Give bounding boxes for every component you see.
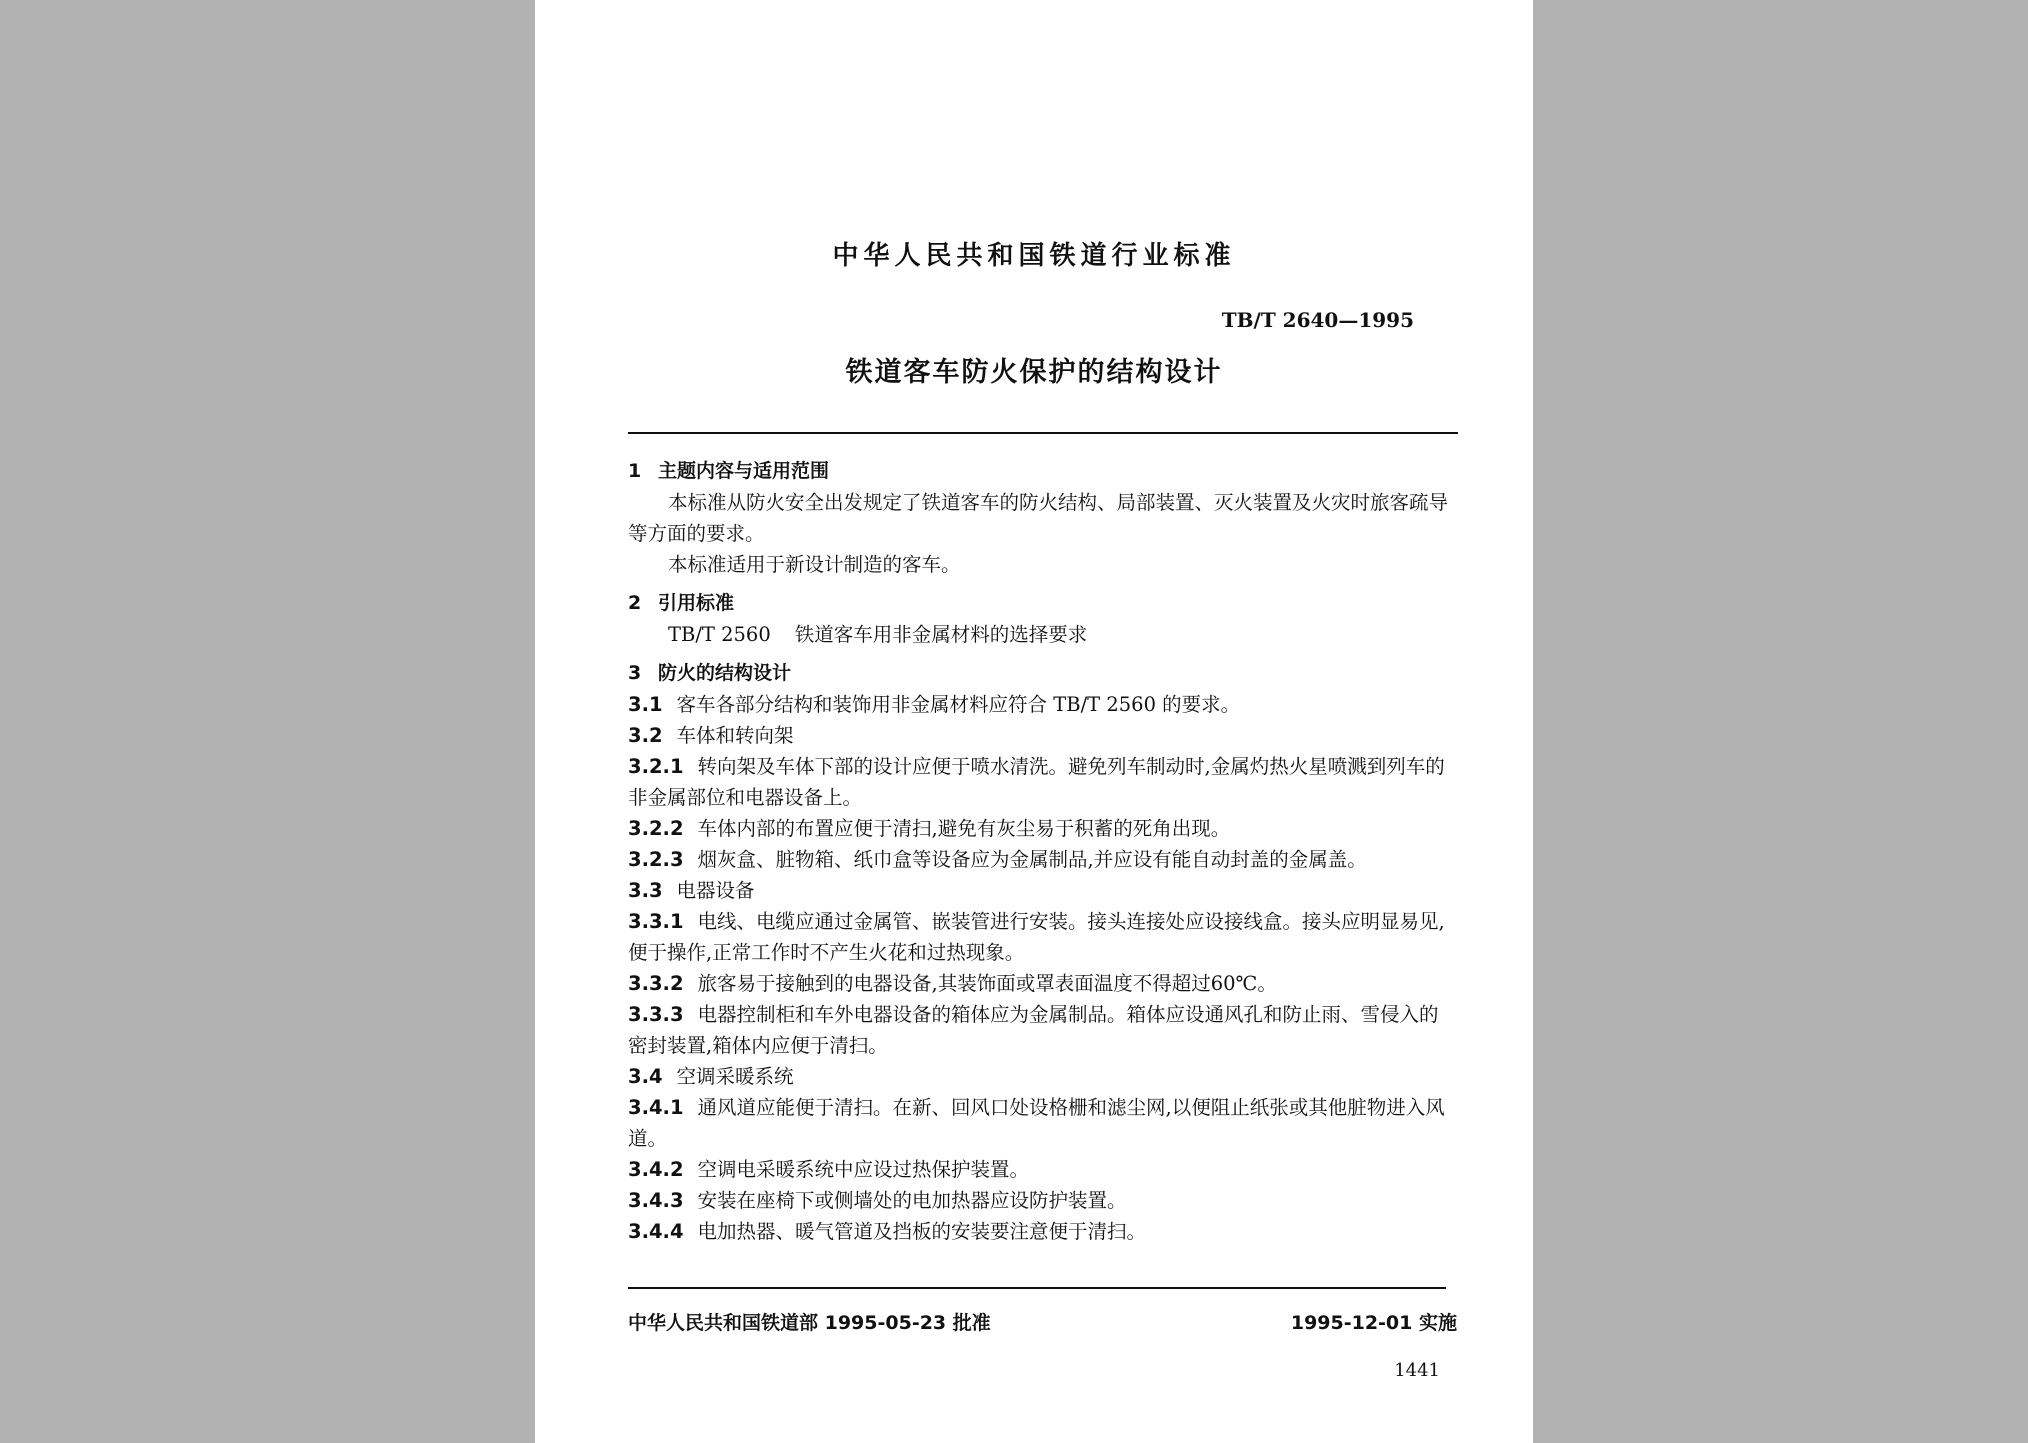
clause-number: 3.4.2 bbox=[628, 1158, 684, 1181]
clause-number: 3.1 bbox=[628, 693, 663, 716]
section-title: 主题内容与适用范围 bbox=[658, 460, 830, 482]
clause-text: 电器设备 bbox=[676, 879, 755, 902]
clause-text: 客车各部分结构和装饰用非金属材料应符合 TB/T 2560 的要求。 bbox=[676, 693, 1241, 716]
section-heading bbox=[628, 588, 1458, 619]
clause-text: 电器控制柜和车外电器设备的箱体应为金属制品。箱体应设通风孔和防止雨、雪侵入的密封装置,箱体内应便于清扫。 bbox=[628, 1003, 1439, 1057]
clause bbox=[628, 1092, 1458, 1154]
clause bbox=[628, 875, 1458, 906]
reference-item bbox=[628, 619, 1458, 650]
clause-number: 3.2.1 bbox=[628, 755, 684, 778]
section-heading bbox=[628, 456, 1458, 487]
clause bbox=[628, 1185, 1458, 1216]
clause bbox=[628, 1061, 1458, 1092]
clause-text: 电线、电缆应通过金属管、嵌装管进行安装。接头连接处应设接线盒。接头应明显易见,便于操作,正常工作时不产生火花和过热现象。 bbox=[628, 910, 1445, 964]
clause-number: 3.2 bbox=[628, 724, 663, 747]
clause-number: 3.2.3 bbox=[628, 848, 684, 871]
clause bbox=[628, 1154, 1458, 1185]
clause bbox=[628, 813, 1458, 844]
section-title: 防火的结构设计 bbox=[658, 662, 792, 684]
effective-date: 1995-12-01 实施 bbox=[1290, 1312, 1457, 1334]
clause-text: 空调采暖系统 bbox=[676, 1065, 794, 1088]
paragraph: 本标准适用于新设计制造的客车。 bbox=[668, 553, 961, 576]
document-body bbox=[628, 448, 1458, 1247]
clause-number: 3.4.3 bbox=[628, 1189, 684, 1212]
standard-code: TB/T 2640—1995 bbox=[1221, 308, 1414, 332]
section-title: 引用标准 bbox=[658, 592, 735, 614]
clause bbox=[628, 968, 1458, 999]
clause bbox=[628, 906, 1458, 968]
section-heading bbox=[628, 658, 1458, 689]
clause-number: 3.4.1 bbox=[628, 1096, 684, 1119]
clause bbox=[628, 1216, 1458, 1247]
clause-text: 车体内部的布置应便于清扫,避免有灰尘易于积蓄的死角出现。 bbox=[697, 817, 1231, 840]
section-number: 2 bbox=[628, 592, 642, 614]
clause-text: 安装在座椅下或侧墙处的电加热器应设防护装置。 bbox=[697, 1189, 1127, 1212]
bottom-rule bbox=[628, 1287, 1446, 1289]
clause bbox=[628, 999, 1458, 1061]
clause-number: 3.3 bbox=[628, 879, 663, 902]
reference-code: TB/T 2560 bbox=[668, 623, 771, 646]
clause-text: 电加热器、暖气管道及挡板的安装要注意便于清扫。 bbox=[697, 1220, 1147, 1243]
issuing-organization: 中华人民共和国铁道行业标准 bbox=[832, 241, 1236, 271]
approval-line: 中华人民共和国铁道部 1995-05-23 批准 bbox=[628, 1312, 991, 1334]
clause-number: 3.4 bbox=[628, 1065, 663, 1088]
clause bbox=[628, 844, 1458, 875]
document-page bbox=[535, 0, 1533, 1443]
clause bbox=[628, 751, 1458, 813]
clause-text: 通风道应能便于清扫。在新、回风口处设格栅和滤尘网,以便阻止纸张或其他脏物进入风道。 bbox=[628, 1096, 1445, 1150]
section-number: 1 bbox=[628, 460, 642, 482]
reference-title: 铁道客车用非金属材料的选择要求 bbox=[794, 623, 1088, 646]
clause-number: 3.3.1 bbox=[628, 910, 684, 933]
top-rule bbox=[628, 432, 1458, 434]
page-number: 1441 bbox=[1394, 1360, 1440, 1381]
clause-number: 3.4.4 bbox=[628, 1220, 684, 1243]
clause-text: 车体和转向架 bbox=[676, 724, 794, 747]
clause-number: 3.2.2 bbox=[628, 817, 684, 840]
clause-text: 转向架及车体下部的设计应便于喷水清洗。避免列车制动时,金属灼热火星喷溅到列车的非金属部位和电器设备上。 bbox=[628, 755, 1445, 809]
paragraph: 本标准从防火安全出发规定了铁道客车的防火结构、局部装置、灭火装置及火灾时旅客疏导等方面的要求。 bbox=[628, 491, 1449, 545]
clause bbox=[628, 720, 1458, 751]
clause-number: 3.3.2 bbox=[628, 972, 684, 995]
section-number: 3 bbox=[628, 662, 642, 684]
clause bbox=[628, 689, 1458, 720]
clause-text: 旅客易于接触到的电器设备,其装饰面或罩表面温度不得超过60℃。 bbox=[697, 972, 1277, 995]
document-title: 铁道客车防火保护的结构设计 bbox=[845, 357, 1223, 388]
clause-number: 3.3.3 bbox=[628, 1003, 684, 1026]
clause-text: 空调电采暖系统中应设过热保护装置。 bbox=[697, 1158, 1030, 1181]
clause-text: 烟灰盒、脏物箱、纸巾盒等设备应为金属制品,并应设有能自动封盖的金属盖。 bbox=[697, 848, 1367, 871]
